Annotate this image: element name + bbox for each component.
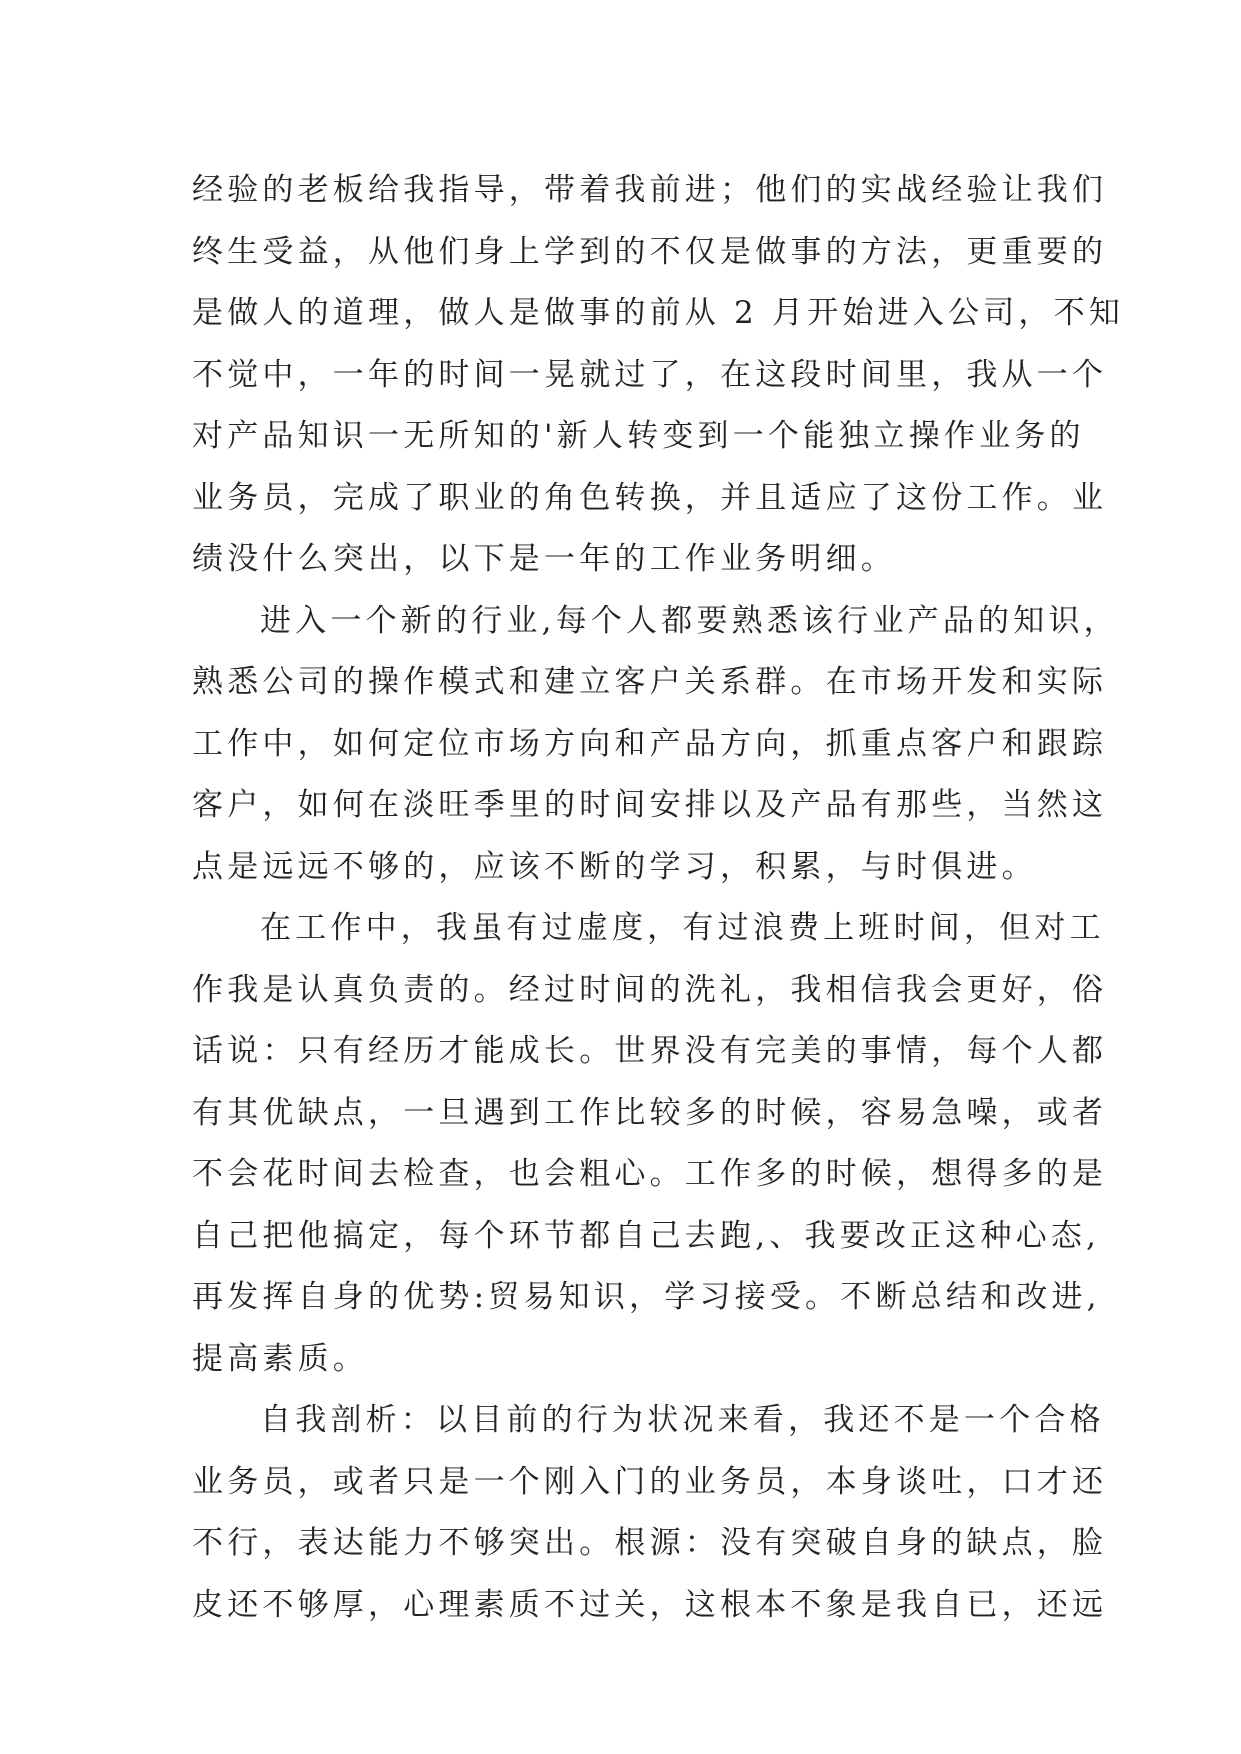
text-line: 业务员，完成了职业的角色转换，并且适应了这份工作。业: [192, 479, 1108, 516]
text-line: 提高素质。: [192, 1340, 368, 1377]
text-line: 熟悉公司的操作模式和建立客户关系群。在市场开发和实际: [192, 664, 1108, 700]
text-line: 经验的老板给我指导，带着我前进；他们的实战经验让我们: [192, 172, 1108, 208]
text-line: 业务员，或者只是一个刚入门的业务员，本身谈吐，口才还: [192, 1463, 1108, 1500]
text-line: 不行，表达能力不够突出。根源：没有突破自身的缺点，脸: [192, 1525, 1108, 1561]
text-line: 是做人的道理，做人是做事的前从 2 月开始进入公司，不知: [192, 295, 1125, 331]
document-body: [192, 160, 1125, 1636]
paragraph-first-line: 自我剖析：以目前的行为状况来看，我还不是一个合格: [260, 1402, 1105, 1438]
text-line: 作我是认真负责的。经过时间的洗礼，我相信我会更好，俗: [192, 971, 1108, 1008]
text-line: 不觉中，一年的时间一晃就过了，在这段时间里，我从一个: [192, 356, 1108, 393]
text-line: 点是远远不够的，应该不断的学习，积累，与时俱进。: [192, 848, 1037, 885]
text-line: 有其优缺点，一旦遇到工作比较多的时候，容易急噪，或者: [192, 1094, 1108, 1131]
text-line: 客户，如何在淡旺季里的时间安排以及产品有那些，当然这: [192, 787, 1108, 823]
text-line: 对产品知识一无所知的'新人转变到一个能独立操作业务的: [192, 418, 1085, 454]
text-line: 自己把他搞定，每个环节都自己去跑,、我要改正这种心态,: [192, 1217, 1101, 1254]
text-line: 绩没什么突出，以下是一年的工作业务明细。: [192, 541, 896, 577]
paragraph-first-line: 进入一个新的行业,每个人都要熟悉该行业产品的知识，: [260, 602, 1119, 639]
text-line: 再发挥自身的优势:贸易知识，学习接受。不断总结和改进,: [192, 1279, 1101, 1315]
text-line: 不会花时间去检查，也会粗心。工作多的时候，想得多的是: [192, 1156, 1108, 1192]
text-line: 皮还不够厚，心理素质不过关，这根本不象是我自已，还远: [192, 1586, 1108, 1623]
text-line: 工作中，如何定位市场方向和产品方向，抓重点客户和跟踪: [192, 725, 1108, 762]
paragraph-first-line: 在工作中，我虽有过虚度，有过浪费上班时间，但对工: [260, 910, 1105, 946]
text-line: 话说：只有经历才能成长。世界没有完美的事情，每个人都: [192, 1033, 1108, 1069]
text-line: 终生受益，从他们身上学到的不仅是做事的方法，更重要的: [192, 233, 1108, 270]
